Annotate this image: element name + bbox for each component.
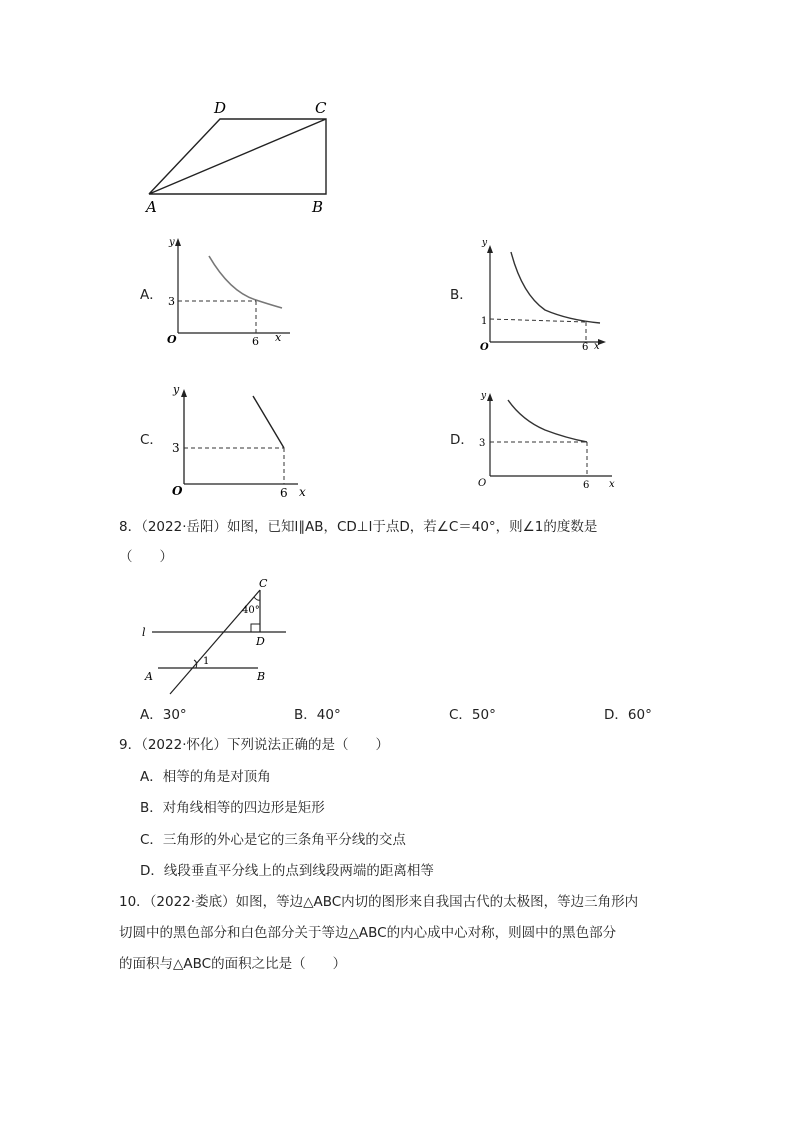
q9-option-d: D．线段垂直平分线上的点到线段两端的距离相等 xyxy=(140,863,434,879)
q8-label-one: 1 xyxy=(203,656,210,667)
y-axis-label: y xyxy=(482,238,488,248)
origin-label: O xyxy=(167,333,177,346)
x-value-label: 6 xyxy=(252,335,259,348)
x-axis-label: x xyxy=(594,341,600,352)
label-d: D xyxy=(214,99,227,117)
x-value-label: 6 xyxy=(582,342,589,353)
x-axis-label: x xyxy=(299,485,306,499)
q8-option-d: D．60° xyxy=(604,707,652,723)
q9-option-c: C．三角形的外心是它的三条角平分线的交点 xyxy=(140,832,406,848)
y-axis-label: y xyxy=(481,391,487,401)
option-c-letter: C． xyxy=(140,432,163,448)
y-value-label: 1 xyxy=(481,316,488,327)
y-value-label: 3 xyxy=(168,295,175,308)
q8-label-c: C xyxy=(259,577,268,590)
q10-stem-line2: 切圆中的黑色部分和白色部分关于等边△ABC的内心成中心对称，则圆中的黑色部分 xyxy=(119,925,617,941)
q8-option-b: B．40° xyxy=(294,707,341,723)
q8-option-c: C．50° xyxy=(449,707,496,723)
y-axis-label: y xyxy=(169,237,175,248)
label-c: C xyxy=(315,99,327,117)
y-value-label: 3 xyxy=(172,441,180,455)
q8-label-a: A xyxy=(145,670,153,683)
q9-stem: 9．（2022·怀化）下列说法正确的是（ ） xyxy=(119,737,389,753)
q8-label-d: D xyxy=(256,635,265,648)
q8-stem-line1: 8．（2022·岳阳）如图，已知l∥AB，CD⊥l于点D，若∠C＝40°，则∠1的度数是 xyxy=(119,519,598,535)
origin-label: O xyxy=(478,478,487,489)
option-d-letter: D． xyxy=(450,432,474,448)
x-axis-label: x xyxy=(275,331,282,344)
q10-stem-line3: 的面积与△ABC的面积之比是（ ） xyxy=(119,956,347,972)
x-value-label: 6 xyxy=(280,486,288,500)
q10-stem-line1: 10．（2022·娄底）如图，等边△ABC内切的图形来自我国古代的太极图，等边三角形内 xyxy=(119,894,639,910)
q8-option-a: A．30° xyxy=(140,707,187,723)
x-value-label: 6 xyxy=(583,480,590,491)
q9-option-a: A．相等的角是对顶角 xyxy=(140,769,271,785)
origin-label: O xyxy=(480,342,489,353)
q9-option-b: B．对角线相等的四边形是矩形 xyxy=(140,800,325,816)
y-axis-label: y xyxy=(173,383,180,396)
option-b-letter: B． xyxy=(450,287,473,303)
q8-stem-line2: （ ） xyxy=(119,549,173,565)
x-axis-label: x xyxy=(609,479,615,490)
label-a: A xyxy=(146,198,157,216)
q8-label-b: B xyxy=(257,670,266,683)
origin-label: O xyxy=(172,484,183,498)
label-b: B xyxy=(312,198,324,216)
q8-label-l: l xyxy=(142,626,146,639)
q8-label-angle: 40° xyxy=(242,605,260,616)
option-a-letter: A． xyxy=(140,287,163,303)
y-value-label: 3 xyxy=(479,438,486,449)
